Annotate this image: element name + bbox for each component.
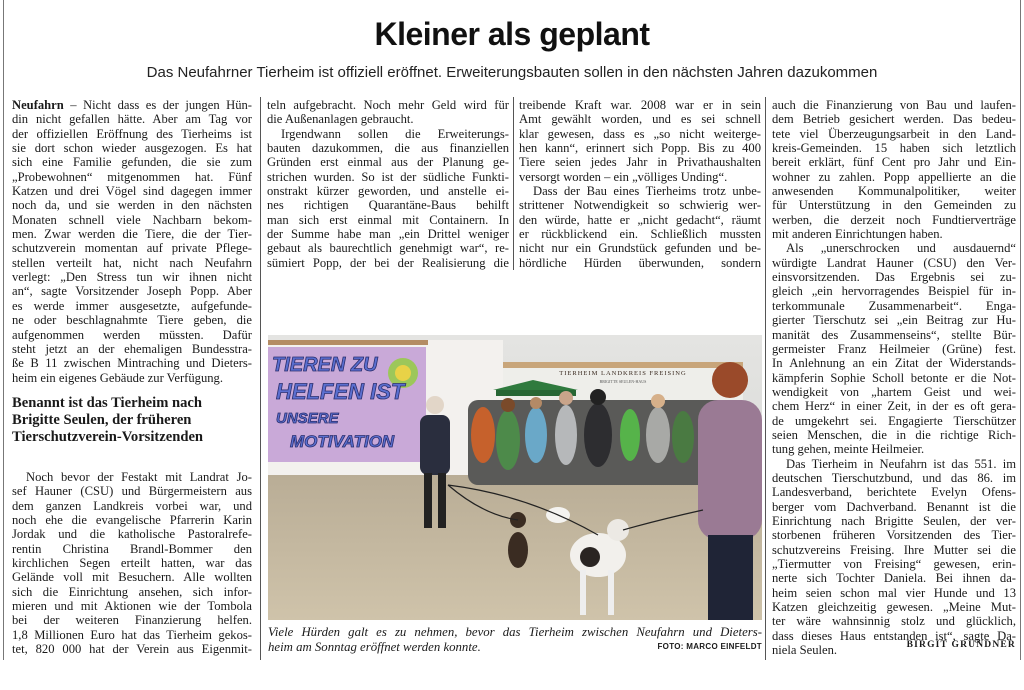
text-line: tete viel Überzeugungsarbeit in den Land- (772, 126, 1016, 141)
text-line: auch die Finanzierung von Bau und laufen- (772, 98, 1016, 112)
text-line: rentin Christina Brandl-Bommer den (12, 541, 252, 556)
text-line: treibende Kraft war. 2008 war er in sein (519, 98, 761, 112)
text-line: würdigte Landrat Hauner (CSU) den Ver- (772, 255, 1016, 270)
text-line: nerte sich Tochter Daniela. Bei ihnen da- (772, 571, 1016, 586)
text-line: Amt gewählt worden, und es sei schnell (519, 112, 761, 127)
text-line: wendigkeit von „hartem Geist und wei- (772, 384, 1016, 399)
text-line (12, 98, 252, 112)
paragraph (519, 184, 761, 270)
text-line: hen kann“, erinnert sich Popp. Bis zu 400 (519, 141, 761, 156)
text-line: Gründen erst einmal aus der Planung ge- (267, 155, 509, 170)
text-line: din nicht gefallen hätte. Aber am Tag vor (12, 112, 252, 127)
text-line: der Summe habe man „ein Drittel weniger (267, 227, 509, 242)
text-line: 1,8 Millionen Euro hat das Tierheim gekos- (12, 627, 252, 642)
text-line: versorgt worden – ein „völliges Unding“. (519, 169, 728, 184)
text-line: kirchlichen Segen erteilt hatten, war das (12, 555, 252, 570)
text-line: Irgendwann sollen die Erweiterungs- (281, 126, 509, 141)
text-line: sie dort schon wieder ausgezogen. Es hat (12, 141, 252, 156)
text-line: gleich „ein hervorragendes Beispiel für in- (772, 284, 1016, 299)
text-line: mieren und mit Aktionen wie der Tombola (12, 598, 252, 613)
article-column-4 (772, 98, 1016, 657)
text-line: klar gewesen, dass es „so nicht weiterge- (519, 126, 761, 141)
page-border-left (3, 0, 4, 660)
text-line: dass dieses Haus entstanden ist“, sagte Da- (772, 628, 1016, 643)
text-line: heim seien schon mal vier Hunde und 13 (772, 585, 1016, 600)
subheading-line: Benannt ist das Tierheim nach (12, 394, 203, 411)
text-line: verlegt: „Den Stress tun wir ihnen nicht (12, 270, 252, 285)
text-line: tet, 820 000 hat der Verein aus Eigenmit- (12, 642, 252, 656)
text-line: bei der weiteren Finanzierung helfen. (12, 613, 252, 628)
paragraph (772, 98, 1016, 241)
text-line: schutzverein momentan auf private Pflege- (12, 241, 252, 256)
text-line: man sich erst einmal mit Containern. In (267, 212, 509, 227)
text-line: an“, sagte Vorsitzender Joseph Popp. Aber (12, 284, 252, 299)
text-line: gierter Tierschutz sei „ein Beitrag zur Hu- (772, 313, 1016, 328)
text-line: steht jetzt an der ehemaligen Bundesstra- (12, 341, 252, 356)
text-line: heim ein eigenes Gebäude zur Verfügung. (12, 370, 223, 385)
text-line: stellen verteilt hat, nicht nach Neufahrn (12, 255, 252, 270)
article-column-2 (267, 98, 509, 270)
paragraph (267, 98, 509, 127)
text-line: tung gehen, meinte Heilmeier. (772, 442, 925, 457)
text-line: storbenen früheren Vorsitzenden des Tier- (772, 528, 1016, 543)
text-line: Als „unerschrocken und ausdauernd“ (786, 241, 1016, 256)
text-line: men. Zwar werden die Tiere, die der Tier- (12, 227, 252, 242)
text-line: Noch bevor der Festakt mit Landrat Jo- (26, 469, 252, 484)
text-line: berger vom Dachverband. Benannt ist die (772, 499, 1016, 514)
text-line: strichen wurden. So ist der südliche Funkti- (267, 169, 509, 184)
page-border-right (1020, 0, 1021, 660)
text-line: der offiziellen Eröffnung des Tierheims ist (12, 126, 252, 141)
text-line: noch ehe die evangelische Pfarrerin Karin (12, 512, 252, 527)
text-line: nicht nur ein Grundstück gefunden und be- (519, 241, 761, 256)
paragraph (12, 98, 252, 385)
photo-caption (268, 625, 762, 655)
article-column-1 (12, 98, 252, 656)
text-line: chem Herz“ in einer Zeit, in der es oft gera- (772, 399, 1016, 414)
text-line: dem ganzen Landkreis vorbei war, und (12, 498, 252, 513)
text-line: Katzen und drei Vögel sind dagegen immer (12, 184, 252, 199)
subheadline: Das Neufahrner Tierheim ist offiziell eröffnet. Erweiterungsbauten sollen in den nächsten Jahren dazukommen (146, 64, 878, 81)
text-line: de umgekehrt sei. Engagierte Tierschützer (772, 413, 1016, 428)
text-line: teln aufgebracht. Noch mehr Geld wird für (267, 98, 509, 112)
text-line: Jordak und die katholische Pastoralrefe- (12, 527, 252, 542)
text-line: anwesenden Kommunalpolitiker, weiter (772, 184, 1016, 199)
text-line: sich die Einrichtung ansehen, sich infor- (12, 584, 252, 599)
text-line: wohner zu zahlen. Popp appellierte an die (772, 169, 1016, 184)
text-line: bereit erklärt, fünf Cent pro Jahr und Ein- (772, 155, 1016, 170)
text-line: Landesverband, berichtete Evelyn Ofens- (772, 485, 1016, 500)
paragraph (267, 127, 509, 270)
text-line: werben, die derzeit noch Fundtierverträge (772, 212, 1016, 227)
text-line: hördliche Hürden überwunden, sondern (519, 255, 761, 270)
paragraph (12, 470, 252, 656)
text-line: sümiert Popp, der bei der Realisierung die (267, 255, 509, 270)
svg-text:TIEREN ZU: TIEREN ZU (272, 354, 378, 376)
paragraph (772, 457, 1016, 658)
photo-scene (268, 335, 762, 620)
text-line: es werde immer ausgesetzte, aufgefunde- (12, 298, 252, 313)
text-line: noch da, und sie werden in den nächsten (12, 198, 252, 213)
text-line: dem Betrieb gesichert werden. Das bedeu- (772, 112, 1016, 127)
text-line: manität des Zusammenseins“, stellte Bür- (772, 327, 1016, 342)
photo-credit: FOTO: MARCO EINFELDT (657, 642, 762, 651)
building-sign: TIERHEIM LANDKREIS FREISING (559, 370, 687, 377)
text-line-rest: – Nicht dass es der jungen Hün- (63, 98, 252, 112)
column-rule (260, 97, 261, 660)
text-line: aufgenommen werden müssten. Dafür (12, 327, 252, 342)
text-line: nes richtigen Quarantäne-Baus behilft (267, 198, 509, 213)
paragraph (772, 241, 1016, 456)
text-line: kämpferin Sophie Scholl betonte er die Not- (772, 370, 1016, 385)
headline: Kleiner als geplant (374, 16, 650, 52)
dateline: Neufahrn (12, 98, 64, 112)
text-line: sich eine Familie gefunden, die sie zum (12, 155, 252, 170)
paragraph (519, 98, 761, 184)
text-line: kreis-Gemeinden. 15 haben sich letztlich (772, 141, 1016, 156)
text-line: germeister Franz Heilmeier (Grüne) fest. (772, 341, 1016, 356)
author-byline: BIRGIT GRUNDNER (906, 640, 1016, 650)
text-line: Katzen gleichzeitig gewesen. „Meine Mut- (772, 600, 1016, 615)
article-photo (268, 335, 762, 620)
column-rule (765, 97, 766, 660)
text-line: Monaten schnell viele Nachbarn bekom- (12, 212, 252, 227)
text-line: er rückblickend ein. Schließlich mussten (519, 227, 761, 242)
text-line: Gelände voll mit Besuchern. Alle wollten (12, 570, 252, 585)
text-line: einsvorsitzenden. Das Ergebnis sei zu- (772, 270, 1016, 285)
svg-text:HELFEN IST: HELFEN IST (276, 379, 405, 404)
caption-line: heim am Sonntag eröffnet werden konnte. (268, 640, 481, 654)
text-line: ter wäre wahnsinnig stolz und glücklich, (772, 614, 1016, 629)
text-line: Einrichtung nach Brigitte Seulen, der ver- (772, 513, 1016, 528)
svg-text:MOTIVATION: MOTIVATION (290, 432, 395, 451)
text-line: bauten dazukommen, die aus finanziellen (267, 141, 509, 156)
svg-text:UNSERE: UNSERE (276, 410, 339, 427)
text-line: ne oder beschlagnahmte Tiere geben, die (12, 313, 252, 328)
subheading-line: Tierschutzverein-Vorsitzenden (12, 428, 204, 445)
subheading-line: Brigitte Seulen, der früheren (12, 411, 192, 428)
text-line: deutschen Tierschutzbund, und das 86. im (772, 470, 1016, 485)
text-line: ße B 11 zwischen Mintraching und Dieters- (12, 356, 252, 371)
text-line: Dass der Bau eines Tierheims trotz unbe- (533, 184, 761, 199)
text-line: die Außenanlagen gebraucht. (267, 112, 414, 127)
text-line: den würde, hatte er „nicht gedacht“, räumt (519, 212, 761, 227)
subheading (12, 395, 252, 446)
building-sign-sub: BRIGITTE SEULEN-HAUS (599, 379, 647, 384)
text-line: schutzvereins Freising. Ihre Mutter sei die (772, 542, 1016, 557)
article-column-3 (519, 98, 761, 270)
text-line: terkommunale Zusammenarbeit“. Enga- (772, 298, 1016, 313)
text-line: Tiere seien jedes Jahr in Privathaushalten (519, 155, 761, 170)
text-line: seien Menschen, die in die richtige Rich- (772, 427, 1016, 442)
text-line: „Probewohnen“ mitgenommen hat. Fünf (12, 169, 252, 184)
text-line: onstrakt kürzer geworden, und anstelle ei- (267, 184, 509, 199)
text-line: gebaut als baurechtlich genehmigt war“, re- (267, 241, 509, 256)
text-line: niela Seulen. (772, 643, 838, 658)
text-line: In Anlehnung an ein Zitat der Widerstands- (772, 356, 1016, 371)
text-line: „Tiermutter von Freising“ gewesen, erin- (772, 557, 1016, 571)
column-rule (513, 97, 514, 270)
text-line: mit anderen Einrichtungen haben. (772, 227, 943, 242)
crowd (468, 389, 728, 485)
text-line: Das Tierheim in Neufahrn ist das 551. im (786, 456, 1016, 471)
caption-line: Viele Hürden galt es zu nehmen, bevor das Tierheim zwischen Neufahrn und Dieters- (268, 625, 762, 639)
text-line: strittener Notwendigkeit so schwierig wer- (519, 198, 761, 213)
text-line: sef Hauner (CSU) und Bürgermeistern aus (12, 484, 252, 499)
text-line: für Unterstützung in den Gemeinden zu (772, 198, 1016, 213)
